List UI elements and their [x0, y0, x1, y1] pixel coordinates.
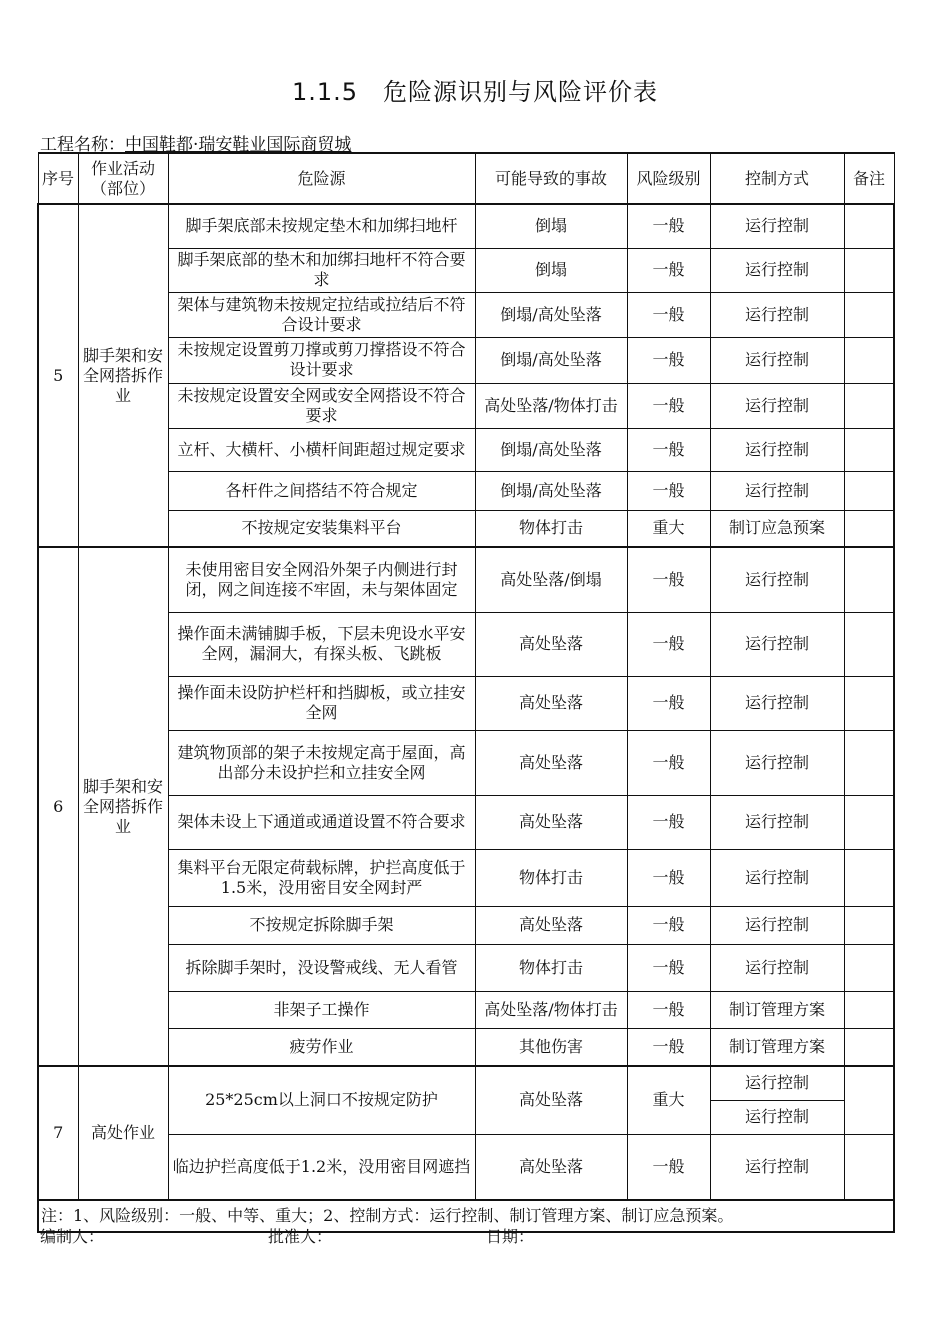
row-control: 制订管理方案 [710, 991, 844, 1028]
row-hazard: 不按规定安装集料平台 [168, 510, 475, 547]
row-remark [844, 795, 894, 849]
row-accident: 倒塌 [475, 204, 627, 248]
row-accident: 高处坠落 [475, 676, 627, 730]
row-control: 制订应急预案 [710, 510, 844, 547]
row-level: 一般 [627, 730, 710, 795]
row-hazard: 25*25cm以上洞口不按规定防护 [168, 1066, 475, 1134]
row-level: 一般 [627, 471, 710, 510]
row-accident: 物体打击 [475, 849, 627, 906]
row-activity: 脚手架和安全网搭拆作业 [78, 204, 168, 547]
row-accident: 高处坠落 [475, 795, 627, 849]
row-remark [844, 991, 894, 1028]
row-remark [844, 676, 894, 730]
row-accident: 高处坠落 [475, 1134, 627, 1200]
approver-label: 批准人： [268, 1227, 333, 1246]
row-level: 一般 [627, 944, 710, 991]
row-control: 运行控制 [710, 547, 844, 612]
row-remark [844, 1028, 894, 1066]
row-level: 一般 [627, 337, 710, 383]
row-accident: 其他伤害 [475, 1028, 627, 1066]
row-control: 运行控制 [710, 849, 844, 906]
note-row [38, 1200, 894, 1232]
row-control: 运行控制 [710, 944, 844, 991]
row-accident: 高处坠落/物体打击 [475, 991, 627, 1028]
row-activity: 脚手架和安全网搭拆作业 [78, 547, 168, 1066]
row-hazard: 脚手架底部的垫木和加绑扫地杆不符合要求 [168, 248, 475, 292]
row-control: 运行控制 [710, 676, 844, 730]
row-remark [844, 730, 894, 795]
table-row [38, 1066, 894, 1100]
row-level: 一般 [627, 428, 710, 471]
row-remark [844, 1134, 894, 1200]
row-control: 运行控制 [710, 612, 844, 676]
row-seq: 5 [38, 204, 78, 547]
row-hazard: 操作面未设防护栏杆和挡脚板，或立挂安全网 [168, 676, 475, 730]
row-level: 重大 [627, 1066, 710, 1134]
risk-table [37, 152, 895, 1233]
table-row [38, 204, 894, 248]
row-control: 运行控制 [710, 248, 844, 292]
row-hazard: 架体与建筑物未按规定拉结或拉结后不符合设计要求 [168, 292, 475, 337]
row-hazard: 疲劳作业 [168, 1028, 475, 1066]
row-accident: 高处坠落 [475, 1066, 627, 1134]
row-remark [844, 292, 894, 337]
row-remark [844, 1066, 894, 1134]
row-level: 一般 [627, 906, 710, 944]
project-value: 中国鞋都·瑞安鞋业国际商贸城 [125, 135, 352, 155]
row-accident: 倒塌/高处坠落 [475, 337, 627, 383]
row-accident: 高处坠落 [475, 906, 627, 944]
row-control: 运行控制 [710, 383, 844, 428]
row-accident: 倒塌 [475, 248, 627, 292]
table-note: 注：1、风险级别：一般、中等、重大；2、控制方式：运行控制、制订管理方案、制订应急预案。 [38, 1200, 894, 1232]
row-control: 运行控制 [710, 906, 844, 944]
row-level: 一般 [627, 849, 710, 906]
row-hazard: 脚手架底部未按规定垫木和加绑扫地杆 [168, 204, 475, 248]
row-remark [844, 204, 894, 248]
row-hazard: 架体未设上下通道或通道设置不符合要求 [168, 795, 475, 849]
row-level: 一般 [627, 383, 710, 428]
row-remark [844, 849, 894, 906]
page-title: 1.1.5 危险源识别与风险评价表 [291, 78, 659, 106]
row-remark [844, 428, 894, 471]
row-accident: 倒塌/高处坠落 [475, 428, 627, 471]
row-seq: 6 [38, 547, 78, 1066]
header-row [38, 153, 894, 204]
row-remark [844, 906, 894, 944]
row-hazard: 操作面未满铺脚手板，下层未兜设水平安全网，漏洞大，有探头板、飞跳板 [168, 612, 475, 676]
row-level: 一般 [627, 612, 710, 676]
row-remark [844, 944, 894, 991]
row-remark [844, 337, 894, 383]
row-control: 运行控制 [710, 428, 844, 471]
row-control: 运行控制 [710, 1134, 844, 1200]
row-hazard: 非架子工操作 [168, 991, 475, 1028]
row-accident: 物体打击 [475, 510, 627, 547]
row-level: 一般 [627, 204, 710, 248]
row-remark [844, 510, 894, 547]
row-seq: 7 [38, 1066, 78, 1200]
row-control: 运行控制 [710, 471, 844, 510]
row-level: 一般 [627, 248, 710, 292]
row-activity: 高处作业 [78, 1066, 168, 1200]
row-control: 运行控制 [710, 204, 844, 248]
row-accident: 高处坠落 [475, 730, 627, 795]
row-level: 一般 [627, 292, 710, 337]
row-hazard: 集料平台无限定荷载标牌，护拦高度低于1.5米，没用密目安全网封严 [168, 849, 475, 906]
row-remark [844, 547, 894, 612]
row-hazard: 未按规定设置安全网或安全网搭设不符合要求 [168, 383, 475, 428]
row-remark [844, 612, 894, 676]
row-remark [844, 248, 894, 292]
row-level: 一般 [627, 1134, 710, 1200]
row-control: 运行控制 [710, 795, 844, 849]
row-accident: 倒塌/高处坠落 [475, 292, 627, 337]
row-control: 制订管理方案 [710, 1028, 844, 1066]
header-remark: 备注 [844, 153, 894, 204]
row-hazard: 未按规定设置剪刀撑或剪刀撑搭设不符合设计要求 [168, 337, 475, 383]
table-row [38, 547, 894, 612]
row-level: 一般 [627, 1028, 710, 1066]
row-accident: 高处坠落 [475, 612, 627, 676]
row-accident: 倒塌/高处坠落 [475, 471, 627, 510]
row-control: 运行控制 [710, 337, 844, 383]
row-hazard: 拆除脚手架时，没设警戒线、无人看管 [168, 944, 475, 991]
row-level: 重大 [627, 510, 710, 547]
row-level: 一般 [627, 991, 710, 1028]
header-seq: 序号 [38, 153, 78, 204]
row-control: 运行控制 [710, 1066, 844, 1100]
compiler-label: 编制人： [40, 1227, 105, 1246]
row-hazard: 建筑物顶部的架子未按规定高于屋面，高出部分未设护拦和立挂安全网 [168, 730, 475, 795]
row-accident: 高处坠落/物体打击 [475, 383, 627, 428]
row-level: 一般 [627, 795, 710, 849]
row-control: 运行控制 [710, 1100, 844, 1134]
row-accident: 高处坠落/倒塌 [475, 547, 627, 612]
row-accident: 物体打击 [475, 944, 627, 991]
header-accident: 可能导致的事故 [475, 153, 627, 204]
row-hazard: 不按规定拆除脚手架 [168, 906, 475, 944]
project-label: 工程名称： [40, 135, 125, 155]
header-level: 风险级别 [627, 153, 710, 204]
date-label: 日期： [486, 1227, 535, 1246]
row-remark [844, 471, 894, 510]
row-remark [844, 383, 894, 428]
row-control: 运行控制 [710, 292, 844, 337]
row-hazard: 立杆、大横杆、小横杆间距超过规定要求 [168, 428, 475, 471]
row-control: 运行控制 [710, 730, 844, 795]
row-hazard: 未使用密目安全网沿外架子内侧进行封闭，网之间连接不牢固，未与架体固定 [168, 547, 475, 612]
row-hazard: 临边护拦高度低于1.2米，没用密目网遮挡 [168, 1134, 475, 1200]
row-hazard: 各杆件之间搭结不符合规定 [168, 471, 475, 510]
row-level: 一般 [627, 547, 710, 612]
header-hazard: 危险源 [168, 153, 475, 204]
row-level: 一般 [627, 676, 710, 730]
header-activity: 作业活动（部位） [78, 153, 168, 204]
header-control: 控制方式 [710, 153, 844, 204]
